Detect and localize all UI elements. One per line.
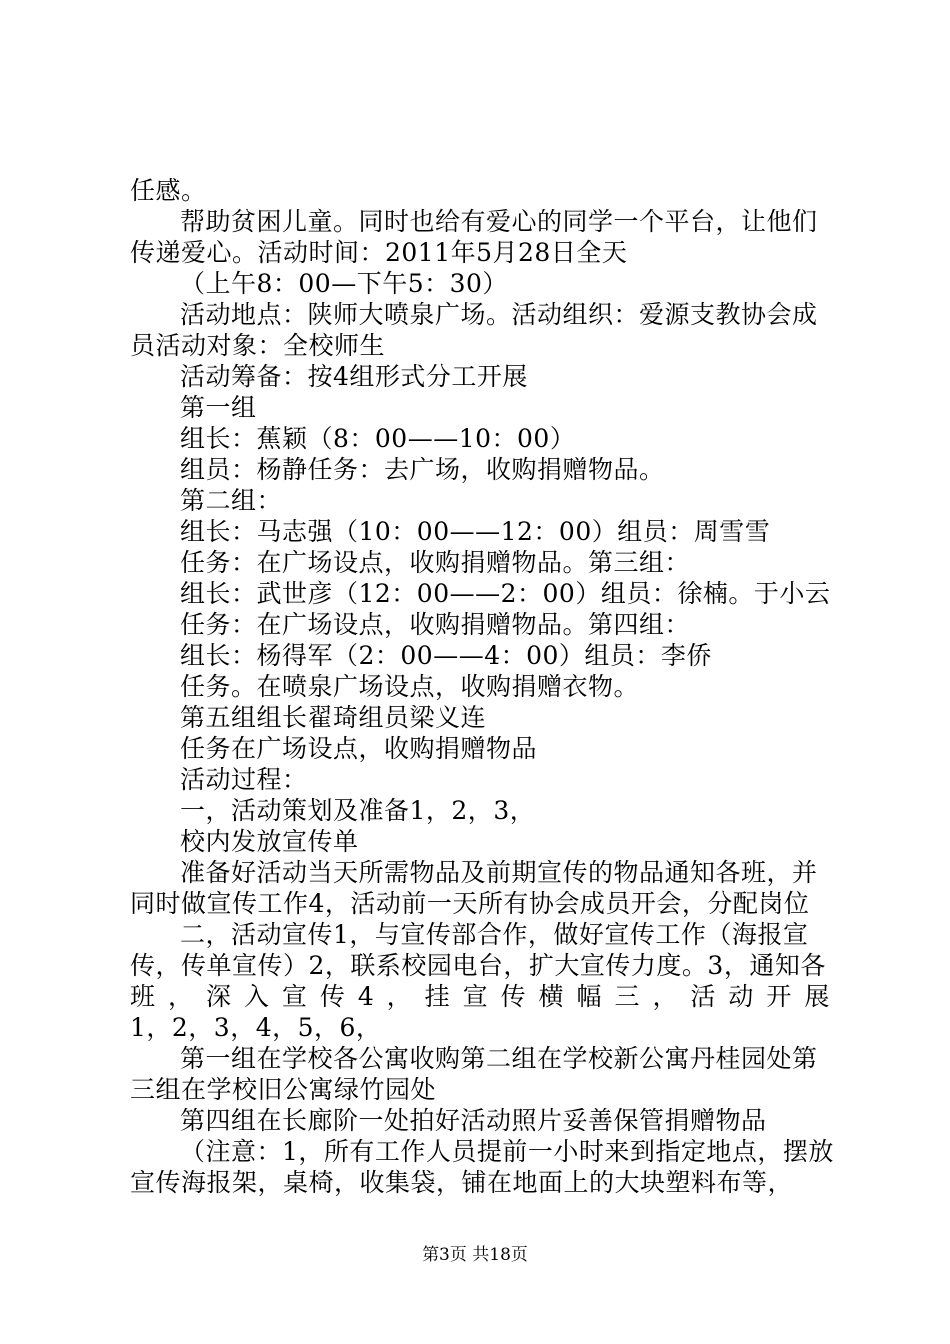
- text-line: 任感。: [130, 176, 207, 205]
- text-line: 同时做宣传工作4，活动前一天所有协会成员开会，分配岗位: [130, 889, 810, 918]
- text-line: 组长：杨得军（2：00——4：00）组员：李侨: [180, 641, 712, 670]
- text-line: 组长：蕉颖（8：00——10：00）: [180, 424, 576, 453]
- text-line: 班 ， 深 入 宣 传 4 ， 挂 宣 传 横 幅 三 ， 活 动 开 展: [130, 982, 830, 1011]
- text-line: 第五组组长翟琦组员梁义连: [180, 703, 487, 732]
- text-line: 校内发放宣传单: [180, 827, 359, 856]
- text-line: 三组在学校旧公寓绿竹园处: [130, 1075, 437, 1104]
- text-line: 第二组：: [180, 486, 283, 515]
- text-line: 活动地点：陕师大喷泉广场。活动组织：爱源支教协会成: [180, 300, 818, 329]
- text-line: 员活动对象：全校师生: [130, 331, 386, 360]
- text-line: 一，活动策划及准备1，2，3，: [180, 796, 536, 825]
- page-footer: 第3页 共18页: [422, 1245, 528, 1265]
- text-line: 传，传单宣传）2，联系校园电台，扩大宣传力度。3，通知各: [130, 951, 826, 980]
- text-line: 组长：武世彦（12：00——2：00）组员：徐楠。于小云: [180, 579, 831, 608]
- text-line: 第一组在学校各公寓收购第二组在学校新公寓丹桂园处第: [180, 1044, 818, 1073]
- text-line: （上午8：00—下午5：30）: [180, 269, 508, 298]
- text-line: 活动过程：: [180, 765, 308, 794]
- text-line: 二，活动宣传1，与宣传部合作，做好宣传工作（海报宣: [180, 920, 809, 949]
- text-line: 任务：在广场设点，收购捐赠物品。第四组：: [180, 610, 691, 639]
- text-line: 帮助贫困儿童。同时也给有爱心的同学一个平台，让他们: [180, 207, 818, 236]
- text-line: 组长：马志强（10：00——12：00）组员：周雪雪: [180, 517, 771, 546]
- text-line: （注意：1，所有工作人员提前一小时来到指定地点，摆放: [180, 1137, 834, 1166]
- text-line: 任务在广场设点，收购捐赠物品: [180, 734, 538, 763]
- text-line: 活动筹备：按4组形式分工开展: [180, 362, 528, 391]
- text-line: 第一组: [180, 393, 257, 422]
- text-line: 准备好活动当天所需物品及前期宣传的物品通知各班，并: [180, 858, 818, 887]
- text-line: 任务：在广场设点，收购捐赠物品。第三组：: [180, 548, 691, 577]
- text-line: 宣传海报架，桌椅，收集袋，铺在地面上的大块塑料布等，: [130, 1168, 794, 1197]
- text-line: 任务。在喷泉广场设点，收购捐赠衣物。: [180, 672, 640, 701]
- text-line: 1，2，3，4，5，6，: [130, 1013, 382, 1042]
- text-line: 组员：杨静任务：去广场，收购捐赠物品。: [180, 455, 665, 484]
- text-line: 第四组在长廊阶一处拍好活动照片妥善保管捐赠物品: [180, 1106, 767, 1135]
- text-line: 传递爱心。活动时间：2011年5月28日全天: [130, 238, 628, 267]
- document-body: [130, 175, 834, 1198]
